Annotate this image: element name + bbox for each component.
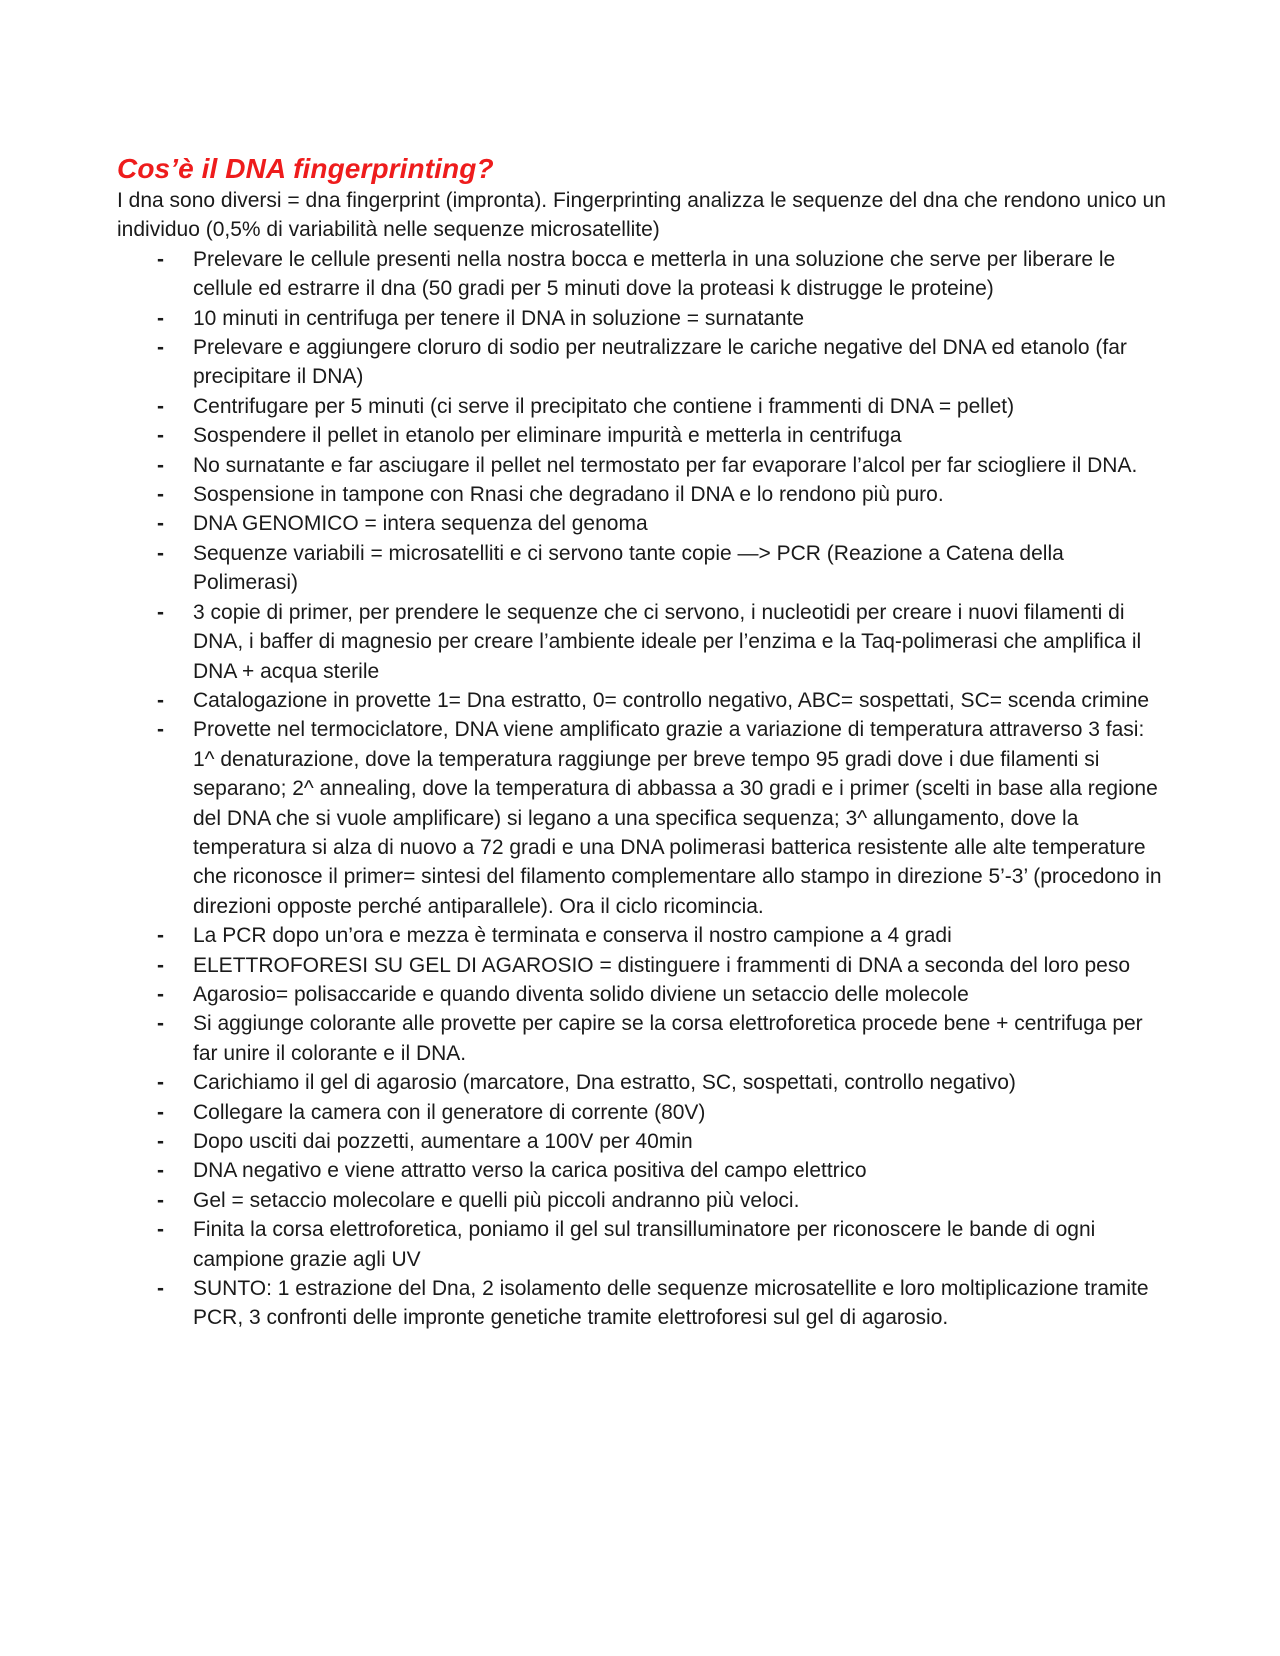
list-item-text: 10 minuti in centrifuga per tenere il DNA in soluzione = surnatante <box>193 306 805 330</box>
list-item <box>117 1127 1167 1156</box>
list-item <box>117 980 1167 1009</box>
bullet-dash-icon: - <box>157 982 164 1006</box>
list-item-text: Sequenze variabili = microsatelliti e ci servono tante copie —> PCR (Reazione a Catena della Polimerasi) <box>193 541 1064 595</box>
list-item <box>117 715 1167 921</box>
list-item <box>117 451 1167 480</box>
list-item-text: DNA negativo e viene attratto verso la carica positiva del campo elettrico <box>193 1159 867 1183</box>
list-item-text: La PCR dopo un’ora e mezza è terminata e conserva il nostro campione a 4 gradi <box>193 924 952 948</box>
list-item-text: Prelevare e aggiungere cloruro di sodio per neutralizzare le cariche negative del DNA ed etanolo (far precipitare il DNA) <box>193 336 1127 389</box>
list-item-text: Prelevare le cellule presenti nella nostra bocca e metterla in una soluzione che serve per liberare le cellule ed estrarre il dna (50 gradi per 5 minuti dove la proteasi k distrugge le proteine) <box>193 247 1116 301</box>
document-title: Cos’è il DNA fingerprinting? <box>117 153 494 184</box>
list-item <box>117 245 1167 304</box>
document-body <box>117 152 1167 1333</box>
bullet-dash-icon: - <box>157 688 164 712</box>
bullet-dash-icon: - <box>157 541 164 565</box>
list-item-text: ELETTROFORESI SU GEL DI AGAROSIO = distinguere i frammenti di DNA a seconda del loro peso <box>193 953 1131 977</box>
list-item-text: Agarosio= polisaccaride e quando diventa solido diviene un setaccio delle molecole <box>193 982 969 1006</box>
list-item <box>117 921 1167 950</box>
list-item-text: Gel = setaccio molecolare e quelli più piccoli andranno più veloci. <box>193 1188 800 1212</box>
intro-paragraph: I dna sono diversi = dna fingerprint (impronta). Fingerprinting analizza le sequenze del dna che rendono unico un individuo (0,5% di variabilità nelle sequenze microsatellite) <box>117 189 1166 242</box>
bullet-dash-icon: - <box>157 600 164 624</box>
list-item-text: DNA GENOMICO = intera sequenza del genoma <box>193 512 648 536</box>
bullet-dash-icon: - <box>157 1012 164 1036</box>
list-item-text: Provette nel termociclatore, DNA viene amplificato grazie a variazione di temperatura attraverso 3 fasi: 1^ denaturazione, dove la temperatura raggiunge per breve tempo 95 gradi dove i due filamenti si separano; 2^ annealing, dove la temperatura di abbassa a 30 gradi e i primer (scelti in base alla regione del DNA che si vuole amplificare) si legano a una specifica sequenza; 3^ allungamento, dove la temperatura si alza di nuovo a 72 gradi e una DNA polimerasi batterica resistente alle alte temperature che riconosce il primer= sintesi del filamento complementare allo stampo in direzione 5’-3’ (procedono in direzioni opposte perché antiparallele). Ora il ciclo ricomincia. <box>193 718 1162 918</box>
bullet-list <box>117 245 1167 1333</box>
bullet-dash-icon: - <box>157 453 164 477</box>
list-item <box>117 1156 1167 1185</box>
list-item <box>117 1098 1167 1127</box>
bullet-dash-icon: - <box>157 718 164 742</box>
list-item-text: Catalogazione in provette 1= Dna estratto, 0= controllo negativo, ABC= sospettati, SC= scenda crimine <box>193 688 1150 712</box>
list-item-text: Centrifugare per 5 minuti (ci serve il precipitato che contiene i frammenti di DNA = pellet) <box>193 394 1015 418</box>
list-item <box>117 304 1167 333</box>
bullet-dash-icon: - <box>157 924 164 948</box>
list-item-text: Dopo usciti dai pozzetti, aumentare a 100V per 40min <box>193 1130 693 1153</box>
list-item <box>117 686 1167 715</box>
bullet-dash-icon: - <box>157 1100 164 1124</box>
bullet-dash-icon: - <box>157 512 164 536</box>
list-item <box>117 598 1167 686</box>
bullet-dash-icon: - <box>157 306 164 330</box>
list-item <box>117 1186 1167 1215</box>
list-item <box>117 1009 1167 1068</box>
list-item-text: Finita la corsa elettroforetica, poniamo il gel sul transilluminatore per riconoscere le bande di ogni campione grazie agli UV <box>193 1218 1096 1271</box>
list-item-text: Carichiamo il gel di agarosio (marcatore, Dna estratto, SC, sospettati, controllo negativo) <box>193 1071 1016 1095</box>
bullet-dash-icon: - <box>157 1218 164 1242</box>
bullet-dash-icon: - <box>157 336 164 360</box>
list-item <box>117 392 1167 421</box>
bullet-dash-icon: - <box>157 1159 164 1183</box>
bullet-dash-icon: - <box>157 1071 164 1095</box>
list-item <box>117 1068 1167 1097</box>
bullet-dash-icon: - <box>157 424 164 448</box>
bullet-dash-icon: - <box>157 1277 164 1301</box>
bullet-dash-icon: - <box>157 394 164 418</box>
list-item-text: Si aggiunge colorante alle provette per capire se la corsa elettroforetica procede bene + centrifuga per far unire il colorante e il DNA. <box>193 1012 1143 1065</box>
bullet-dash-icon: - <box>157 483 164 507</box>
list-item-text: Collegare la camera con il generatore di corrente (80V) <box>193 1100 706 1124</box>
list-item <box>117 480 1167 509</box>
bullet-dash-icon: - <box>157 247 164 271</box>
list-item <box>117 951 1167 980</box>
bullet-dash-icon: - <box>157 1188 164 1212</box>
list-item <box>117 539 1167 598</box>
list-item-text: 3 copie di primer, per prendere le sequenze che ci servono, i nucleotidi per creare i nuovi filamenti di DNA, i baffer di magnesio per creare l’ambiente ideale per l’enzima e la Taq-polimerasi che amplifica il DNA + acqua sterile <box>193 600 1142 683</box>
list-item-text: Sospendere il pellet in etanolo per eliminare impurità e metterla in centrifuga <box>193 424 902 448</box>
list-item-text: Sospensione in tampone con Rnasi che degradano il DNA e lo rendono più puro. <box>193 483 944 507</box>
list-item <box>117 509 1167 538</box>
list-item <box>117 421 1167 450</box>
bullet-dash-icon: - <box>157 953 164 977</box>
list-item <box>117 1274 1167 1333</box>
list-item-text: SUNTO: 1 estrazione del Dna, 2 isolamento delle sequenze microsatellite e loro moltiplicazione tramite PCR, 3 confronti delle impronte genetiche tramite elettroforesi sul gel di agarosio. <box>193 1277 1149 1330</box>
list-item <box>117 333 1167 392</box>
list-item <box>117 1215 1167 1274</box>
bullet-dash-icon: - <box>157 1130 164 1153</box>
list-item-text: No surnatante e far asciugare il pellet nel termostato per far evaporare l’alcol per far sciogliere il DNA. <box>193 453 1138 477</box>
